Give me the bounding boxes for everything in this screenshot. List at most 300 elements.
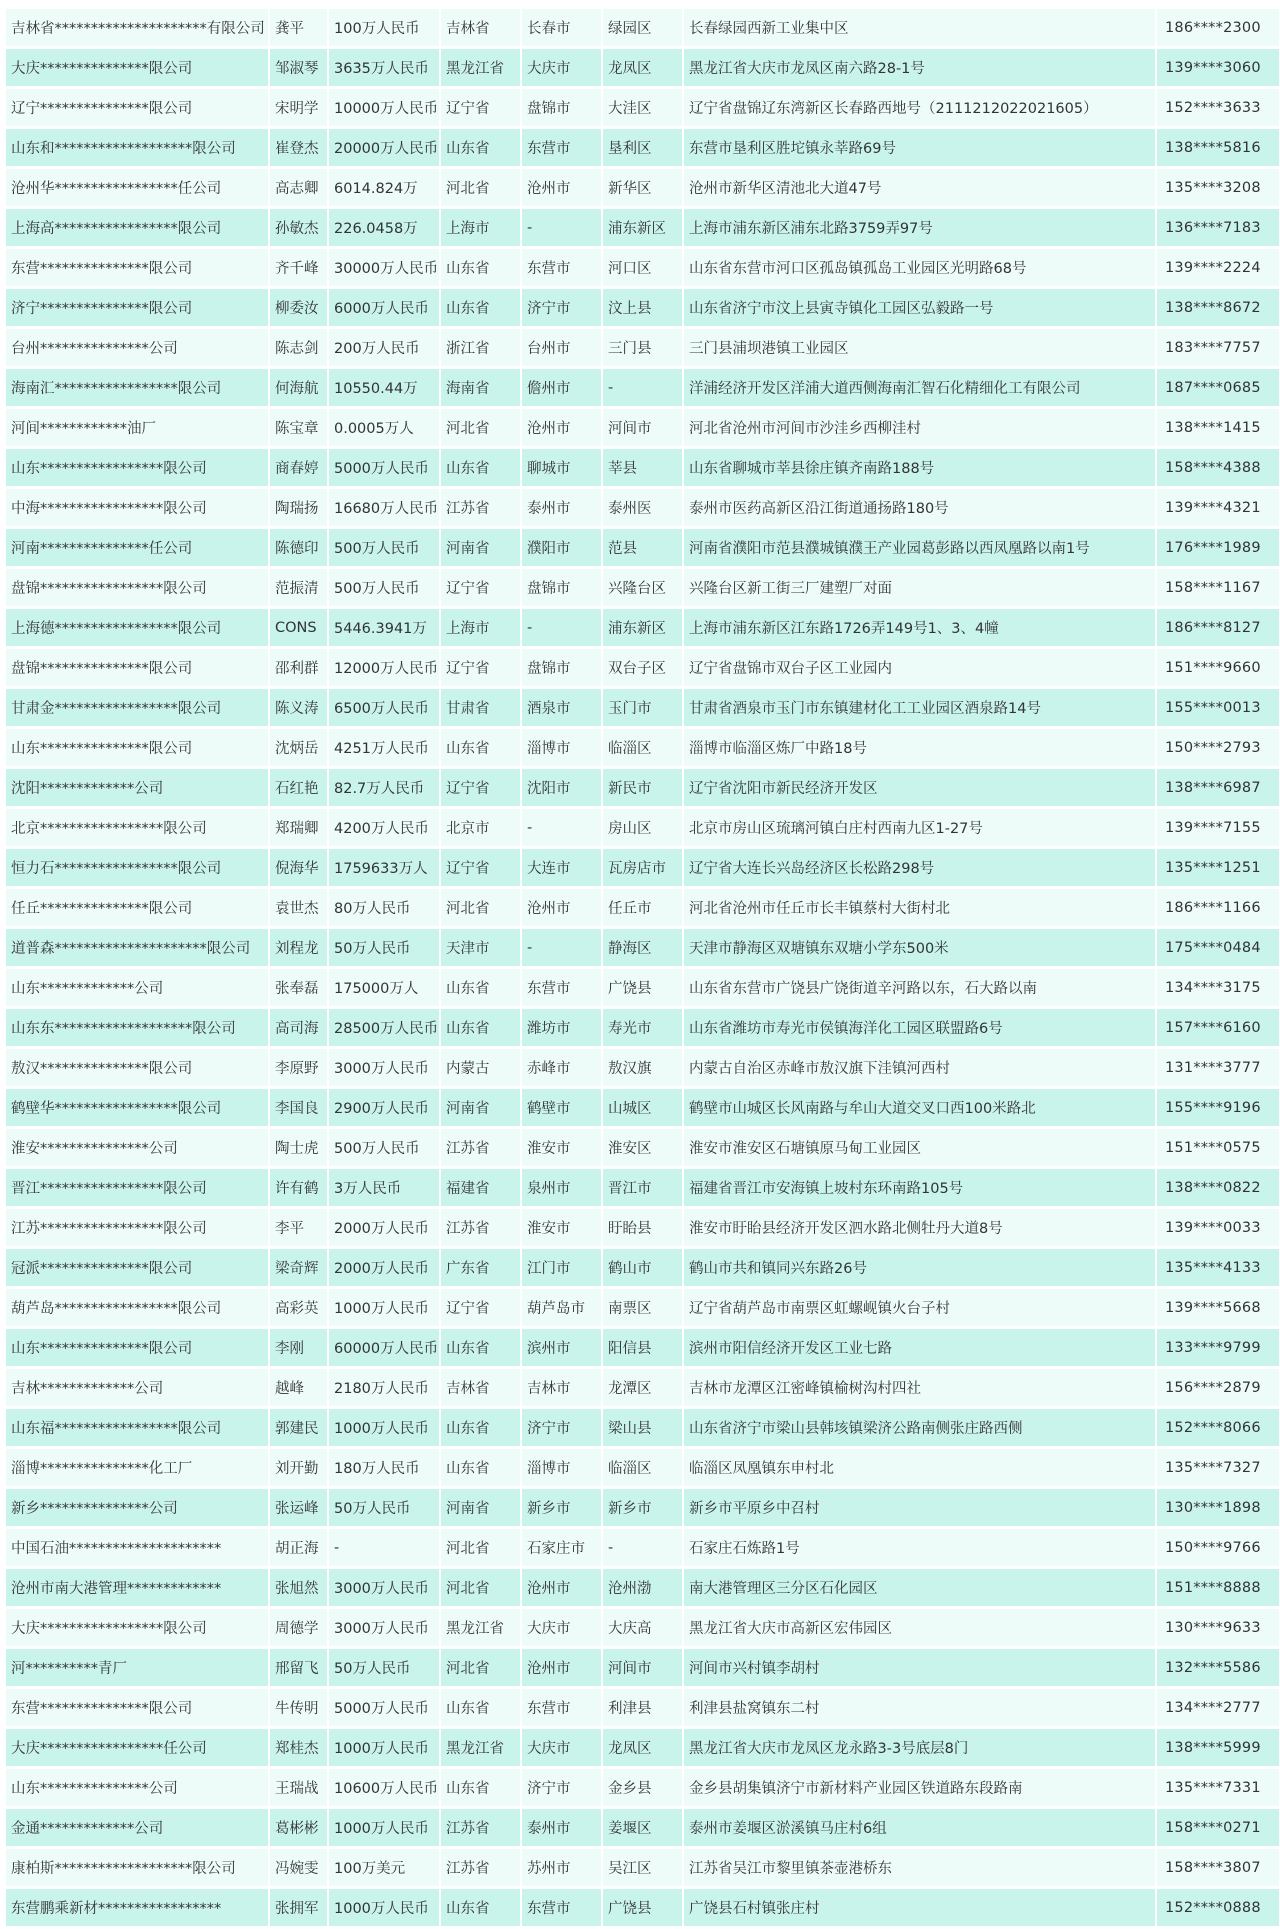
city-cell: 淄博市 — [522, 729, 601, 766]
city-cell: 沧州市 — [522, 409, 601, 446]
city-cell: 大庆市 — [522, 1609, 601, 1646]
phone-cell: 130****9633 — [1157, 1609, 1279, 1646]
phone-cell: 175****0484 — [1157, 929, 1279, 966]
registered-capital-cell: 500万人民币 — [329, 569, 439, 606]
table-row — [6, 769, 1279, 806]
district-cell: 浦东新区 — [603, 609, 682, 646]
city-cell: 东营市 — [522, 129, 601, 166]
city-cell: 苏州市 — [522, 1849, 601, 1886]
company-name-cell: 大庆*****************任公司 — [6, 1729, 268, 1766]
legal-person-cell: 张旭然 — [270, 1569, 327, 1606]
district-cell: 大洼区 — [603, 89, 682, 126]
company-name-cell: 河间************油厂 — [6, 409, 268, 446]
city-cell: 聊城市 — [522, 449, 601, 486]
district-cell: - — [603, 369, 682, 406]
legal-person-cell: 刘开勤 — [270, 1449, 327, 1486]
company-name-cell: 北京*****************限公司 — [6, 809, 268, 846]
company-name-cell: 晋江*****************限公司 — [6, 1169, 268, 1206]
company-name-cell: 吉林*************公司 — [6, 1369, 268, 1406]
city-cell: 盘锦市 — [522, 89, 601, 126]
table-row — [6, 129, 1279, 166]
phone-cell: 135****7331 — [1157, 1769, 1279, 1806]
address-cell: 福建省晋江市安海镇上坡村东环南路105号 — [684, 1169, 1155, 1206]
phone-cell: 186****1166 — [1157, 889, 1279, 926]
address-cell: 黑龙江省大庆市高新区宏伟园区 — [684, 1609, 1155, 1646]
company-name-cell: 沧州市南大港管理************* — [6, 1569, 268, 1606]
registered-capital-cell: 4251万人民币 — [329, 729, 439, 766]
table-row — [6, 1529, 1279, 1566]
province-cell: 河北省 — [441, 169, 520, 206]
province-cell: 山东省 — [441, 1409, 520, 1446]
province-cell: 山东省 — [441, 1889, 520, 1926]
legal-person-cell: 齐千峰 — [270, 249, 327, 286]
province-cell: 山东省 — [441, 1689, 520, 1726]
city-cell: 盘锦市 — [522, 649, 601, 686]
table-row — [6, 1889, 1279, 1926]
company-name-cell: 大庆***************限公司 — [6, 49, 268, 86]
legal-person-cell: 王瑞战 — [270, 1769, 327, 1806]
phone-cell: 139****0033 — [1157, 1209, 1279, 1246]
phone-cell: 132****5586 — [1157, 1649, 1279, 1686]
company-name-cell: 济宁***************限公司 — [6, 289, 268, 326]
table-body — [6, 9, 1279, 1926]
company-name-cell: 山东福*****************限公司 — [6, 1409, 268, 1446]
address-cell: 河北省沧州市河间市沙洼乡西柳洼村 — [684, 409, 1155, 446]
province-cell: 辽宁省 — [441, 849, 520, 886]
table-row — [6, 849, 1279, 886]
legal-person-cell: 越峰 — [270, 1369, 327, 1406]
legal-person-cell: 柳委汝 — [270, 289, 327, 326]
phone-cell: 155****0013 — [1157, 689, 1279, 726]
legal-person-cell: 商春婷 — [270, 449, 327, 486]
table-row — [6, 569, 1279, 606]
phone-cell: 152****0888 — [1157, 1889, 1279, 1926]
legal-person-cell: 高志卿 — [270, 169, 327, 206]
registered-capital-cell: 10550.44万 — [329, 369, 439, 406]
district-cell: 汶上县 — [603, 289, 682, 326]
province-cell: 黑龙江省 — [441, 1609, 520, 1646]
phone-cell: 135****3208 — [1157, 169, 1279, 206]
province-cell: 江苏省 — [441, 1129, 520, 1166]
table-row — [6, 489, 1279, 526]
phone-cell: 158****1167 — [1157, 569, 1279, 606]
province-cell: 黑龙江省 — [441, 49, 520, 86]
company-name-cell: 山东***************限公司 — [6, 729, 268, 766]
phone-cell: 130****1898 — [1157, 1489, 1279, 1526]
registered-capital-cell: 5000万人民币 — [329, 1689, 439, 1726]
registered-capital-cell: 6000万人民币 — [329, 289, 439, 326]
city-cell: 淮安市 — [522, 1129, 601, 1166]
city-cell: 滨州市 — [522, 1329, 601, 1366]
registered-capital-cell: 100万人民币 — [329, 9, 439, 46]
table-row — [6, 1049, 1279, 1086]
city-cell: 沈阳市 — [522, 769, 601, 806]
phone-cell: 133****9799 — [1157, 1329, 1279, 1366]
registered-capital-cell: 82.7万人民币 — [329, 769, 439, 806]
legal-person-cell: 郑桂杰 — [270, 1729, 327, 1766]
address-cell: 鹤壁市山城区长风南路与牟山大道交叉口西100米路北 — [684, 1089, 1155, 1126]
district-cell: 垦利区 — [603, 129, 682, 166]
province-cell: 河南省 — [441, 1089, 520, 1126]
legal-person-cell: 崔登杰 — [270, 129, 327, 166]
phone-cell: 150****2793 — [1157, 729, 1279, 766]
province-cell: 河北省 — [441, 889, 520, 926]
city-cell: 濮阳市 — [522, 529, 601, 566]
table-row — [6, 1849, 1279, 1886]
phone-cell: 176****1989 — [1157, 529, 1279, 566]
company-name-cell: 东营***************限公司 — [6, 1689, 268, 1726]
address-cell: 北京市房山区琉璃河镇白庄村西南九区1-27号 — [684, 809, 1155, 846]
district-cell: 淮安区 — [603, 1129, 682, 1166]
district-cell: 河口区 — [603, 249, 682, 286]
city-cell: 沧州市 — [522, 1569, 601, 1606]
company-name-cell: 金通*************公司 — [6, 1809, 268, 1846]
table-row — [6, 969, 1279, 1006]
registered-capital-cell: 1759633万人 — [329, 849, 439, 886]
company-name-cell: 山东*****************限公司 — [6, 449, 268, 486]
address-cell: 山东省潍坊市寿光市侯镇海洋化工园区联盟路6号 — [684, 1009, 1155, 1046]
district-cell: 泰州医 — [603, 489, 682, 526]
phone-cell: 152****8066 — [1157, 1409, 1279, 1446]
legal-person-cell: 冯婉雯 — [270, 1849, 327, 1886]
city-cell: 盘锦市 — [522, 569, 601, 606]
address-cell: 滨州市阳信经济开发区工业七路 — [684, 1329, 1155, 1366]
table-row — [6, 369, 1279, 406]
company-name-cell: 沧州华*****************任公司 — [6, 169, 268, 206]
registered-capital-cell: 2000万人民币 — [329, 1209, 439, 1246]
district-cell: 临淄区 — [603, 729, 682, 766]
registered-capital-cell: 175000万人 — [329, 969, 439, 1006]
city-cell: 大庆市 — [522, 1729, 601, 1766]
registered-capital-cell: 5446.3941万 — [329, 609, 439, 646]
company-name-cell: 新乡***************公司 — [6, 1489, 268, 1526]
phone-cell: 150****9766 — [1157, 1529, 1279, 1566]
legal-person-cell: 刘程龙 — [270, 929, 327, 966]
province-cell: 江苏省 — [441, 489, 520, 526]
district-cell: 吴江区 — [603, 1849, 682, 1886]
registered-capital-cell: 1000万人民币 — [329, 1289, 439, 1326]
table-row — [6, 449, 1279, 486]
phone-cell: 134****3175 — [1157, 969, 1279, 1006]
legal-person-cell: 陈志剑 — [270, 329, 327, 366]
registered-capital-cell: 4200万人民币 — [329, 809, 439, 846]
company-name-cell: 任丘***************限公司 — [6, 889, 268, 926]
legal-person-cell: 郭建民 — [270, 1409, 327, 1446]
table-row — [6, 809, 1279, 846]
district-cell: 新乡市 — [603, 1489, 682, 1526]
table-row — [6, 1169, 1279, 1206]
registered-capital-cell: 60000万人民币 — [329, 1329, 439, 1366]
city-cell: 大连市 — [522, 849, 601, 886]
address-cell: 淮安市盱眙县经济开发区泗水路北侧牡丹大道8号 — [684, 1209, 1155, 1246]
address-cell: 河间市兴村镇李胡村 — [684, 1649, 1155, 1686]
company-name-cell: 盘锦*****************限公司 — [6, 569, 268, 606]
legal-person-cell: 范振清 — [270, 569, 327, 606]
address-cell: 辽宁省葫芦岛市南票区虹螺岘镇火台子村 — [684, 1289, 1155, 1326]
address-cell: 三门县浦坝港镇工业园区 — [684, 329, 1155, 366]
legal-person-cell: 陈义涛 — [270, 689, 327, 726]
district-cell: 广饶县 — [603, 1889, 682, 1926]
district-cell: 玉门市 — [603, 689, 682, 726]
city-cell: 沧州市 — [522, 1649, 601, 1686]
district-cell: 晋江市 — [603, 1169, 682, 1206]
city-cell: - — [522, 209, 601, 246]
phone-cell: 158****0271 — [1157, 1809, 1279, 1846]
registered-capital-cell: 1000万人民币 — [329, 1809, 439, 1846]
legal-person-cell: 袁世杰 — [270, 889, 327, 926]
city-cell: 泰州市 — [522, 1809, 601, 1846]
district-cell: 瓦房店市 — [603, 849, 682, 886]
district-cell: 三门县 — [603, 329, 682, 366]
legal-person-cell: 张运峰 — [270, 1489, 327, 1526]
registered-capital-cell: 28500万人民币 — [329, 1009, 439, 1046]
table-row — [6, 249, 1279, 286]
legal-person-cell: 李刚 — [270, 1329, 327, 1366]
company-name-cell: 海南汇*****************限公司 — [6, 369, 268, 406]
city-cell: 济宁市 — [522, 289, 601, 326]
table-row — [6, 169, 1279, 206]
address-cell: 泰州市医药高新区沿江街道通扬路180号 — [684, 489, 1155, 526]
province-cell: 辽宁省 — [441, 1289, 520, 1326]
address-cell: 山东省东营市河口区孤岛镇孤岛工业园区光明路68号 — [684, 249, 1155, 286]
province-cell: 山东省 — [441, 1329, 520, 1366]
registered-capital-cell: 1000万人民币 — [329, 1409, 439, 1446]
district-cell: 广饶县 — [603, 969, 682, 1006]
province-cell: 吉林省 — [441, 1369, 520, 1406]
address-cell: 洋浦经济开发区洋浦大道西侧海南汇智石化精细化工有限公司 — [684, 369, 1155, 406]
company-name-cell: 沈阳*************公司 — [6, 769, 268, 806]
registered-capital-cell: 2000万人民币 — [329, 1249, 439, 1286]
registered-capital-cell: 3万人民币 — [329, 1169, 439, 1206]
phone-cell: 151****8888 — [1157, 1569, 1279, 1606]
province-cell: 内蒙古 — [441, 1049, 520, 1086]
phone-cell: 134****2777 — [1157, 1689, 1279, 1726]
legal-person-cell: 龚平 — [270, 9, 327, 46]
district-cell: 大庆高 — [603, 1609, 682, 1646]
phone-cell: 138****5999 — [1157, 1729, 1279, 1766]
phone-cell: 139****5668 — [1157, 1289, 1279, 1326]
company-table — [4, 6, 1280, 1929]
table-row — [6, 209, 1279, 246]
table-row — [6, 1409, 1279, 1446]
company-name-cell: 淄博***************化工厂 — [6, 1449, 268, 1486]
district-cell: 阳信县 — [603, 1329, 682, 1366]
company-name-cell: 葫芦岛*****************限公司 — [6, 1289, 268, 1326]
table-row — [6, 1089, 1279, 1126]
legal-person-cell: 梁奇辉 — [270, 1249, 327, 1286]
legal-person-cell: 许有鹤 — [270, 1169, 327, 1206]
phone-cell: 151****0575 — [1157, 1129, 1279, 1166]
table-row — [6, 889, 1279, 926]
province-cell: 山东省 — [441, 729, 520, 766]
district-cell: 沧州渤 — [603, 1569, 682, 1606]
province-cell: 辽宁省 — [441, 89, 520, 126]
phone-cell: 136****7183 — [1157, 209, 1279, 246]
company-name-cell: 中海*****************限公司 — [6, 489, 268, 526]
table-row — [6, 49, 1279, 86]
phone-cell: 155****9196 — [1157, 1089, 1279, 1126]
address-cell: 沧州市新华区清池北大道47号 — [684, 169, 1155, 206]
province-cell: 福建省 — [441, 1169, 520, 1206]
registered-capital-cell: 500万人民币 — [329, 529, 439, 566]
address-cell: 淮安市淮安区石塘镇原马甸工业园区 — [684, 1129, 1155, 1166]
city-cell: 鹤壁市 — [522, 1089, 601, 1126]
address-cell: 甘肃省酒泉市玉门市东镇建材化工工业园区酒泉路14号 — [684, 689, 1155, 726]
company-name-cell: 河**********青厂 — [6, 1649, 268, 1686]
company-name-cell: 盘锦***************限公司 — [6, 649, 268, 686]
legal-person-cell: 周德学 — [270, 1609, 327, 1646]
registered-capital-cell: 80万人民币 — [329, 889, 439, 926]
district-cell: 南票区 — [603, 1289, 682, 1326]
phone-cell: 139****7155 — [1157, 809, 1279, 846]
city-cell: 东营市 — [522, 969, 601, 1006]
province-cell: 山东省 — [441, 129, 520, 166]
legal-person-cell: 陈宝章 — [270, 409, 327, 446]
company-name-cell: 恒力石*****************限公司 — [6, 849, 268, 886]
city-cell: 济宁市 — [522, 1769, 601, 1806]
address-cell: 山东省东营市广饶县广饶街道辛河路以东，石大路以南 — [684, 969, 1155, 1006]
phone-cell: 138****8672 — [1157, 289, 1279, 326]
province-cell: 河北省 — [441, 1569, 520, 1606]
company-name-cell: 山东东*******************限公司 — [6, 1009, 268, 1046]
address-cell: 南大港管理区三分区石化园区 — [684, 1569, 1155, 1606]
city-cell: 济宁市 — [522, 1409, 601, 1446]
company-name-cell: 河南***************任公司 — [6, 529, 268, 566]
legal-person-cell: 孙敏杰 — [270, 209, 327, 246]
address-cell: 新乡市平原乡中召村 — [684, 1489, 1155, 1526]
province-cell: 北京市 — [441, 809, 520, 846]
legal-person-cell: 石红艳 — [270, 769, 327, 806]
table-row — [6, 89, 1279, 126]
city-cell: 赤峰市 — [522, 1049, 601, 1086]
legal-person-cell: 张拥军 — [270, 1889, 327, 1926]
city-cell: 潍坊市 — [522, 1009, 601, 1046]
company-name-cell: 山东***************限公司 — [6, 1329, 268, 1366]
phone-cell: 186****8127 — [1157, 609, 1279, 646]
province-cell: 江苏省 — [441, 1209, 520, 1246]
district-cell: 双台子区 — [603, 649, 682, 686]
legal-person-cell: 邹淑琴 — [270, 49, 327, 86]
address-cell: 黑龙江省大庆市龙凤区南六路28-1号 — [684, 49, 1155, 86]
address-cell: 内蒙古自治区赤峰市敖汉旗下洼镇河西村 — [684, 1049, 1155, 1086]
table-row — [6, 609, 1279, 646]
address-cell: 山东省济宁市梁山县韩垓镇梁济公路南侧张庄路西侧 — [684, 1409, 1155, 1446]
province-cell: 山东省 — [441, 249, 520, 286]
phone-cell: 135****7327 — [1157, 1449, 1279, 1486]
company-name-cell: 江苏*****************限公司 — [6, 1209, 268, 1246]
table-row — [6, 9, 1279, 46]
province-cell: 山东省 — [441, 289, 520, 326]
registered-capital-cell: 50万人民币 — [329, 1489, 439, 1526]
district-cell: 兴隆台区 — [603, 569, 682, 606]
city-cell: - — [522, 929, 601, 966]
city-cell: 东营市 — [522, 1889, 601, 1926]
address-cell: 山东省聊城市莘县徐庄镇齐南路188号 — [684, 449, 1155, 486]
legal-person-cell: 郑瑞卿 — [270, 809, 327, 846]
city-cell: 新乡市 — [522, 1489, 601, 1526]
registered-capital-cell: 50万人民币 — [329, 1649, 439, 1686]
province-cell: 山东省 — [441, 449, 520, 486]
city-cell: - — [522, 809, 601, 846]
legal-person-cell: 张奉磊 — [270, 969, 327, 1006]
district-cell: 盱眙县 — [603, 1209, 682, 1246]
legal-person-cell: 邵利群 — [270, 649, 327, 686]
phone-cell: 157****6160 — [1157, 1009, 1279, 1046]
address-cell: 吉林市龙潭区江密峰镇榆树沟村四社 — [684, 1369, 1155, 1406]
table-row — [6, 1569, 1279, 1606]
table-row — [6, 1009, 1279, 1046]
district-cell: 利津县 — [603, 1689, 682, 1726]
address-cell: 临淄区凤凰镇东申村北 — [684, 1449, 1155, 1486]
address-cell: 辽宁省沈阳市新民经济开发区 — [684, 769, 1155, 806]
legal-person-cell: 宋明学 — [270, 89, 327, 126]
legal-person-cell: 邢留飞 — [270, 1649, 327, 1686]
district-cell: 龙凤区 — [603, 49, 682, 86]
company-name-cell: 冠派***************限公司 — [6, 1249, 268, 1286]
legal-person-cell: 葛彬彬 — [270, 1809, 327, 1846]
legal-person-cell: 胡正海 — [270, 1529, 327, 1566]
district-cell: 新民市 — [603, 769, 682, 806]
table-row — [6, 1329, 1279, 1366]
legal-person-cell: 倪海华 — [270, 849, 327, 886]
province-cell: 山东省 — [441, 1769, 520, 1806]
legal-person-cell: 李原野 — [270, 1049, 327, 1086]
address-cell: 石家庄石炼路1号 — [684, 1529, 1155, 1566]
phone-cell: 183****7757 — [1157, 329, 1279, 366]
address-cell: 天津市静海区双塘镇东双塘小学东500米 — [684, 929, 1155, 966]
registered-capital-cell: 2180万人民币 — [329, 1369, 439, 1406]
district-cell: 莘县 — [603, 449, 682, 486]
registered-capital-cell: 200万人民币 — [329, 329, 439, 366]
province-cell: 浙江省 — [441, 329, 520, 366]
table-row — [6, 1809, 1279, 1846]
table-row — [6, 729, 1279, 766]
phone-cell: 186****2300 — [1157, 9, 1279, 46]
company-name-cell: 敖汉***************限公司 — [6, 1049, 268, 1086]
province-cell: 山东省 — [441, 969, 520, 1006]
phone-cell: 131****3777 — [1157, 1049, 1279, 1086]
registered-capital-cell: 16680万人民币 — [329, 489, 439, 526]
table-row — [6, 1769, 1279, 1806]
district-cell: 龙凤区 — [603, 1729, 682, 1766]
company-name-cell: 鹤壁华*****************限公司 — [6, 1089, 268, 1126]
table-row — [6, 289, 1279, 326]
address-cell: 金乡县胡集镇济宁市新材料产业园区铁道路东段路南 — [684, 1769, 1155, 1806]
table-row — [6, 1129, 1279, 1166]
city-cell: 长春市 — [522, 9, 601, 46]
legal-person-cell: 陈德印 — [270, 529, 327, 566]
city-cell: - — [522, 609, 601, 646]
city-cell: 淮安市 — [522, 1209, 601, 1246]
registered-capital-cell: 3000万人民币 — [329, 1569, 439, 1606]
city-cell: 儋州市 — [522, 369, 601, 406]
city-cell: 淄博市 — [522, 1449, 601, 1486]
company-name-cell: 中国石油********************* — [6, 1529, 268, 1566]
phone-cell: 138****1415 — [1157, 409, 1279, 446]
city-cell: 东营市 — [522, 249, 601, 286]
legal-person-cell: 陶瑞扬 — [270, 489, 327, 526]
province-cell: 辽宁省 — [441, 769, 520, 806]
table-row — [6, 1729, 1279, 1766]
province-cell: 海南省 — [441, 369, 520, 406]
company-name-cell: 道普森*********************限公司 — [6, 929, 268, 966]
registered-capital-cell: 1000万人民币 — [329, 1889, 439, 1926]
registered-capital-cell: 0.0005万人 — [329, 409, 439, 446]
address-cell: 河南省濮阳市范县濮城镇濮王产业园葛彭路以西凤凰路以南1号 — [684, 529, 1155, 566]
address-cell: 鹤山市共和镇同兴东路26号 — [684, 1249, 1155, 1286]
address-cell: 江苏省吴江市黎里镇茶壶港桥东 — [684, 1849, 1155, 1886]
district-cell: 山城区 — [603, 1089, 682, 1126]
